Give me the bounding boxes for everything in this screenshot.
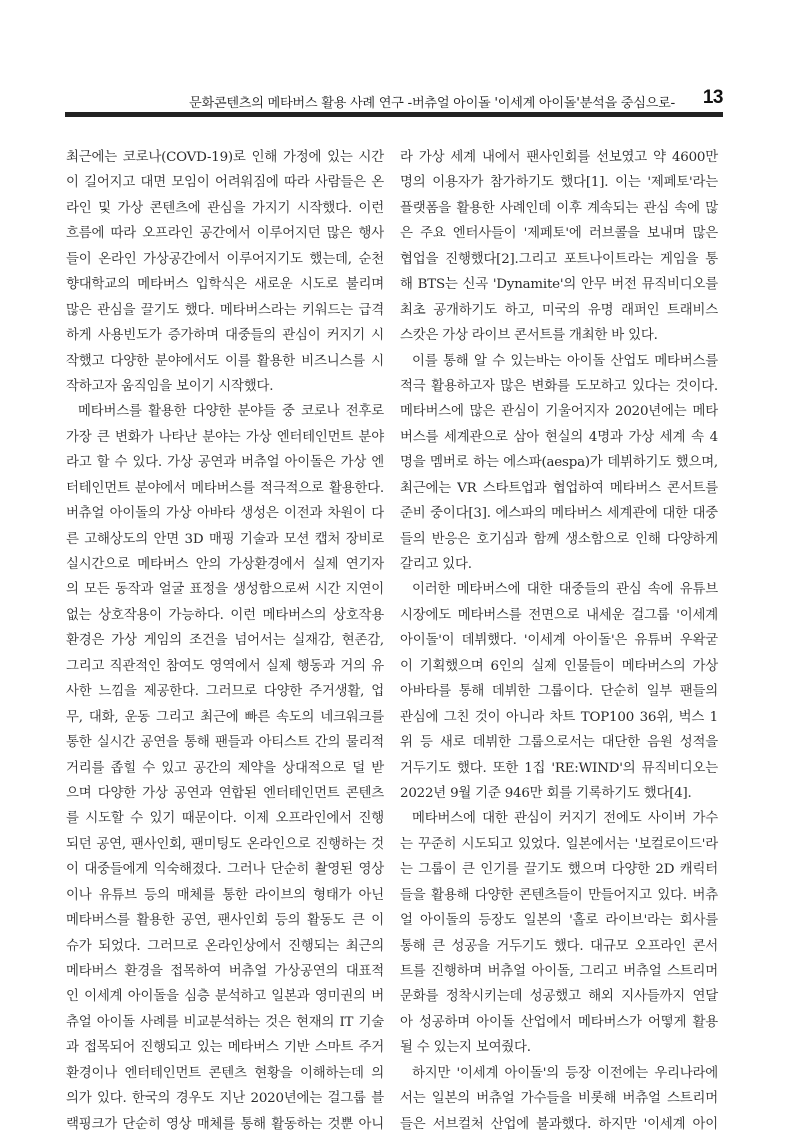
text-line: 른 고해상도의 안면 3D 매핑 기술과 모션 캡처 장비로 bbox=[66, 531, 384, 547]
text-line: 하지만 '이세계 아이돌'의 등장 이전에는 우리나라에 bbox=[412, 1065, 718, 1081]
text-line: 들을 활용해 다양한 콘텐츠들이 만들어지고 있다. 버츄 bbox=[400, 887, 718, 903]
text-line: 아이돌'이 데뷔했다. '이세계 아이돌'은 유튜버 우왁굳 bbox=[400, 633, 718, 649]
text-line: 으며 다양한 가상 공연과 연합된 엔터테인먼트 콘텐츠 bbox=[66, 785, 384, 801]
text-line: 를 시도할 수 있기 때문이다. 이제 오프라인에서 진행 bbox=[66, 811, 384, 827]
text-line: 터테인먼트 분야에서 메타버스를 적극적으로 활용한다. bbox=[66, 480, 384, 496]
text-line: 최초 공개하기도 하고, 미국의 유명 래퍼인 트래비스 bbox=[400, 302, 718, 318]
text-line: 거두기도 했다. 또한 1집 'RE:WIND'의 뮤직비디오는 bbox=[400, 760, 718, 776]
text-line: 이 대중들에게 익숙해졌다. 그러나 단순히 촬영된 영상 bbox=[66, 862, 384, 878]
text-line: 해 BTS는 신곡 'Dynamite'의 안무 버전 뮤직비디오를 bbox=[400, 277, 718, 293]
text-line: 하게 사용빈도가 증가하며 대중들의 관심이 커지기 시 bbox=[66, 328, 384, 344]
text-line: 명의 이용자가 참가하기도 했다[1]. 이는 '제페토'라는 bbox=[400, 175, 718, 191]
text-line: 될 수 있는지 보여줬다. bbox=[400, 1040, 531, 1056]
text-line: 이 기획했으며 6인의 실제 인물들이 메타버스의 가상 bbox=[400, 658, 718, 674]
text-line: 메타버스에 대한 관심이 커지기 전에도 사이버 가수 bbox=[412, 811, 718, 827]
text-line: 라인 및 가상 콘텐츠에 관심을 가지기 시작했다. 이런 bbox=[66, 200, 384, 216]
text-line: 얼 아이돌의 등장도 일본의 '홀로 라이브'라는 회사를 bbox=[400, 913, 718, 929]
text-line: 명을 멤버로 하는 에스파(aespa)가 데뷔하기도 했으며, bbox=[400, 455, 718, 471]
text-line: 통한 실시간 공연을 통해 팬들과 아티스트 간의 물리적 bbox=[66, 735, 384, 751]
text-line: 흐름에 따라 오프라인 공간에서 이루어지던 많은 행사 bbox=[66, 226, 384, 242]
text-line: 들은 서브컬처 산업에 불과했다. 하지만 '이세계 아이 bbox=[400, 1116, 718, 1132]
text-line: 버스를 세계관으로 삼아 현실의 4명과 가상 세계 속 4 bbox=[400, 429, 718, 445]
text-line: 통해 큰 성공을 거두기도 했다. 대규모 오프라인 콘서 bbox=[400, 938, 718, 954]
text-line: 메타버스를 활용한 공연, 팬사인회 등의 활동도 큰 이 bbox=[66, 913, 384, 929]
text-line: 버츄얼 아이돌의 가상 아바타 생성은 이전과 차원이 다 bbox=[66, 506, 384, 522]
text-line: 는 그룹이 큰 인기를 끌기도 했으며 다양한 2D 캐릭터 bbox=[400, 862, 718, 878]
text-line: 되던 공연, 팬사인회, 팬미팅도 온라인으로 진행하는 것 bbox=[66, 836, 384, 852]
text-line: 환경이나 엔터테인먼트 콘텐츠 현황을 이해하는데 의 bbox=[66, 1065, 384, 1081]
text-line: 사한 느낌을 제공한다. 그러므로 다양한 주거생활, 업 bbox=[66, 684, 384, 700]
text-line: 향대학교의 메타버스 입학식은 새로운 시도로 불리며 bbox=[66, 277, 384, 293]
text-line: 랙핑크가 단순히 영상 매체를 통해 활동하는 것뿐 아니 bbox=[66, 1116, 384, 1132]
text-line: 의가 있다. 한국의 경우도 지난 2020년에는 걸그룹 블 bbox=[66, 1091, 384, 1107]
text-line: 라고 할 수 있다. 가상 공연과 버츄얼 아이돌은 가상 엔 bbox=[66, 455, 384, 471]
page-number: 13 bbox=[702, 87, 723, 108]
text-line: 협업을 진행했다[2].그리고 포트나이트라는 게임을 통 bbox=[400, 251, 718, 267]
text-line: 의 모든 동작과 얼굴 표정을 생성함으로써 시간 지연이 bbox=[66, 582, 384, 598]
text-line: 위 등 새로 데뷔한 그룹으로서는 대단한 음원 성적을 bbox=[400, 735, 718, 751]
text-line: 는 꾸준히 시도되고 있었다. 일본에서는 '보컬로이드'라 bbox=[400, 836, 718, 852]
text-line: 이러한 메타버스에 대한 대중들의 관심 속에 유튜브 bbox=[412, 582, 718, 598]
text-line: 갈리고 있다. bbox=[400, 557, 472, 572]
text-line: 무, 대화, 운동 그리고 최근에 빠른 속도의 네크워크를 bbox=[66, 709, 384, 725]
text-line: 가장 큰 변화가 나타난 분야는 가상 엔터테인먼트 분야 bbox=[66, 429, 384, 445]
left-column bbox=[66, 145, 384, 1137]
text-line: 플랫폼을 활용한 사례인데 이후 계속되는 관심 속에 많 bbox=[400, 200, 718, 216]
text-line: 환경은 가상 게임의 조건을 넘어서는 실재감, 현존감, bbox=[66, 633, 384, 649]
text-line: 많은 관심을 끌기도 했다. 메타버스라는 키워드는 급격 bbox=[66, 302, 384, 318]
text-line: 아 성공하며 아이돌 산업에서 메타버스가 어떻게 활용 bbox=[400, 1014, 718, 1030]
text-line: 아바타를 통해 데뷔한 그룹이다. 단순히 일부 팬들의 bbox=[400, 684, 718, 700]
text-line: 작했고 다양한 분야에서도 이를 활용한 비즈니스를 시 bbox=[66, 353, 384, 369]
text-line: 최근에는 코로나(COVD-19)로 인해 가정에 있는 시간 bbox=[66, 150, 384, 165]
text-line: 트를 진행하며 버츄얼 아이돌, 그리고 버츄얼 스트리머 bbox=[400, 964, 718, 979]
text-line: 츄얼 아이돌 사례를 비교분석하는 것은 현재의 IT 기술 bbox=[66, 1014, 384, 1030]
text-line: 들이 온라인 가상공간에서 이루어지기도 했는데, 순천 bbox=[66, 251, 384, 267]
text-line: 작하고자 움직임을 보이기 시작했다. bbox=[66, 378, 274, 394]
text-line: 실시간으로 메타버스 안의 가상환경에서 실제 연기자 bbox=[66, 557, 384, 572]
text-line: 메타버스를 활용한 다양한 분야들 중 코로나 전후로 bbox=[78, 404, 384, 420]
text-line: 최근에는 VR 스타트업과 협업하여 메타버스 콘서트를 bbox=[400, 480, 718, 496]
text-line: 서는 일본의 버츄얼 가수들을 비롯해 버츄얼 스트리머 bbox=[400, 1091, 718, 1107]
text-line: 문화를 정착시키는데 성공했고 해외 지사들까지 연달 bbox=[400, 989, 718, 1005]
text-line: 관심에 그친 것이 아니라 차트 TOP100 36위, 벅스 1 bbox=[400, 709, 718, 725]
running-header bbox=[65, 86, 723, 112]
text-line: 스캇은 가상 라이브 콘서트를 개최한 바 있다. bbox=[400, 328, 658, 344]
text-line: 없는 상호작용이 가능하다. 이런 메타버스의 상호작용 bbox=[66, 607, 384, 623]
running-title: 문화콘텐츠의 메타버스 활용 사례 연구 -버츄얼 아이돌 '이세계 아이돌'분석을 중심으로- bbox=[189, 96, 675, 111]
text-line: 은 주요 엔터사들이 '제페토'에 러브콜을 보내며 많은 bbox=[400, 226, 718, 242]
text-line: 들의 반응은 호기심과 함께 생소함으로 인해 다양하게 bbox=[400, 531, 718, 547]
right-column bbox=[400, 145, 718, 1137]
text-line: 과 접목되어 진행되고 있는 메타버스 기반 스마트 주거 bbox=[66, 1040, 384, 1056]
text-line: 인 이세계 아이돌을 심층 분석하고 일본과 영미권의 버 bbox=[66, 989, 384, 1005]
text-line: 슈가 되었다. 그러므로 온라인상에서 진행되는 최근의 bbox=[66, 938, 384, 954]
text-line: 메타버스에 많은 관심이 기울어지자 2020년에는 메타 bbox=[400, 404, 718, 420]
text-line: 거리를 좁힐 수 있고 공간의 제약을 상대적으로 덜 받 bbox=[66, 760, 384, 776]
header-rule bbox=[65, 112, 723, 117]
text-line: 시장에도 메타버스를 전면으로 내세운 걸그룹 '이세계 bbox=[400, 607, 718, 623]
text-line: 이를 통해 알 수 있는바는 아이돌 산업도 메타버스를 bbox=[412, 353, 718, 369]
text-line: 준비 중이다[3]. 에스파의 메타버스 세계관에 대한 대중 bbox=[400, 506, 718, 522]
text-line: 이 길어지고 대면 모임이 어려워짐에 따라 사람들은 온 bbox=[66, 175, 384, 191]
text-line: 그리고 직관적인 참여도 영역에서 실제 행동과 거의 유 bbox=[66, 658, 384, 674]
text-line: 라 가상 세계 내에서 팬사인회를 선보였고 약 4600만 bbox=[400, 150, 718, 165]
text-line: 2022년 9월 기준 946만 회를 기록하기도 했다[4]. bbox=[400, 785, 692, 801]
text-line: 메타버스 환경을 접목하여 버츄얼 가상공연의 대표적 bbox=[66, 964, 384, 979]
text-line: 이나 유튜브 등의 매체를 통한 라이브의 형태가 아닌 bbox=[66, 887, 384, 903]
text-line: 적극 활용하고자 많은 변화를 도모하고 있다는 것이다. bbox=[400, 378, 718, 394]
